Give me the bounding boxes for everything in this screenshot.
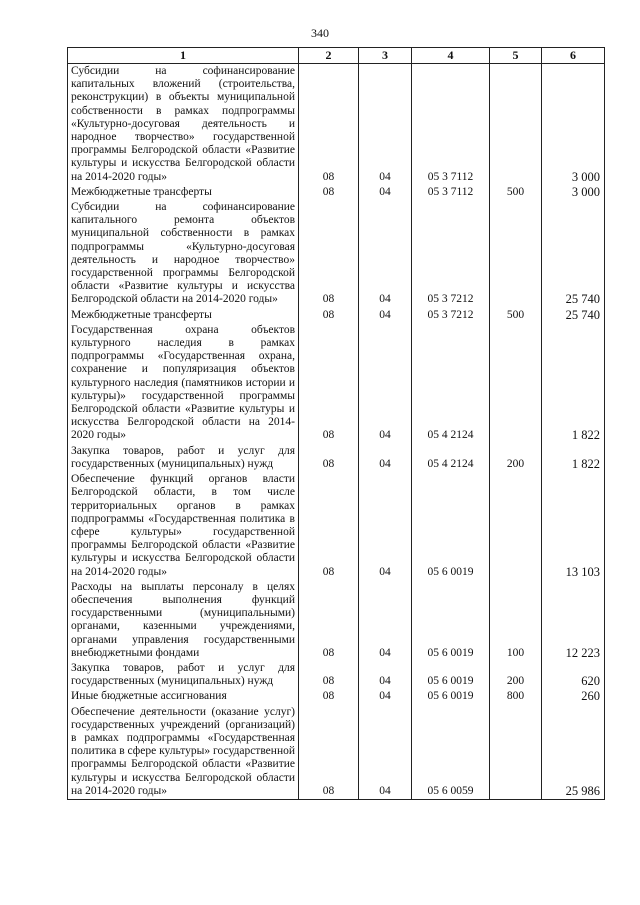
row-description: Субсидии на софинансирование капитальных вложений (строительства, реконструкции) в объекты муниципальной собственности в рамках подпрограммы «Культурно-досуговая деятельность и народное творчество» государственной программы Белгородской области «Развитие культуры и искусства Белгородской области на 2014-2020 годы» (68, 64, 299, 185)
amount: 12 223 (542, 580, 605, 661)
subsection-code: 04 (359, 185, 412, 200)
table-row (68, 472, 605, 580)
expense-type-code: 200 (490, 661, 542, 689)
section-code: 08 (299, 580, 359, 661)
budget-table (67, 47, 605, 800)
table-row (68, 308, 605, 323)
amount: 13 103 (542, 472, 605, 580)
target-article-code: 05 3 7212 (412, 308, 490, 323)
target-article-code: 05 4 2124 (412, 444, 490, 472)
section-code: 08 (299, 472, 359, 580)
amount: 620 (542, 661, 605, 689)
section-code: 08 (299, 308, 359, 323)
expense-type-code (490, 64, 542, 185)
subsection-code: 04 (359, 661, 412, 689)
target-article-code: 05 4 2124 (412, 323, 490, 444)
target-article-code: 05 3 7212 (412, 200, 490, 308)
section-code: 08 (299, 200, 359, 308)
amount: 25 986 (542, 705, 605, 800)
table-row (68, 64, 605, 185)
subsection-code: 04 (359, 705, 412, 800)
amount: 25 740 (542, 200, 605, 308)
row-description: Закупка товаров, работ и услуг для государственных (муниципальных) нужд (68, 444, 299, 472)
subsection-code: 04 (359, 580, 412, 661)
subsection-code: 04 (359, 323, 412, 444)
section-code: 08 (299, 323, 359, 444)
target-article-code: 05 3 7112 (412, 185, 490, 200)
column-header: 5 (490, 48, 542, 64)
expense-type-code: 200 (490, 444, 542, 472)
amount: 3 000 (542, 185, 605, 200)
table-row (68, 580, 605, 661)
table-row (68, 705, 605, 800)
amount: 1 822 (542, 444, 605, 472)
row-description: Межбюджетные трансферты (68, 308, 299, 323)
subsection-code: 04 (359, 64, 412, 185)
page-number: 340 (311, 26, 329, 40)
target-article-code: 05 6 0019 (412, 689, 490, 704)
target-article-code: 05 3 7112 (412, 64, 490, 185)
header-row (68, 48, 605, 64)
section-code: 08 (299, 661, 359, 689)
expense-type-code: 500 (490, 308, 542, 323)
target-article-code: 05 6 0059 (412, 705, 490, 800)
section-code: 08 (299, 185, 359, 200)
column-header: 1 (68, 48, 299, 64)
subsection-code: 04 (359, 689, 412, 704)
expense-type-code (490, 472, 542, 580)
expense-type-code: 100 (490, 580, 542, 661)
target-article-code: 05 6 0019 (412, 472, 490, 580)
section-code: 08 (299, 444, 359, 472)
column-header: 3 (359, 48, 412, 64)
subsection-code: 04 (359, 472, 412, 580)
row-description: Обеспечение функций органов власти Белгородской области, в том числе территориальных органов в рамках подпрограммы «Государственная политика в сфере культуры» государственной программы Белгородской области «Развитие культуры и искусства Белгородской области на 2014-2020 годы» (68, 472, 299, 580)
expense-type-code (490, 705, 542, 800)
subsection-code: 04 (359, 308, 412, 323)
table-row (68, 323, 605, 444)
row-description: Субсидии на софинансирование капитального ремонта объектов муниципальной собственности в рамках подпрограммы «Культурно-досуговая деятельность и народное творчество» государственной программы Белгородской области «Развитие культуры и искусства Белгородской области на 2014-2020 годы» (68, 200, 299, 308)
amount: 260 (542, 689, 605, 704)
column-header: 4 (412, 48, 490, 64)
table-row (68, 185, 605, 200)
expense-type-code: 500 (490, 185, 542, 200)
row-description: Иные бюджетные ассигнования (68, 689, 299, 704)
row-description: Обеспечение деятельности (оказание услуг) государственных учреждений (организаций) в рамках подпрограммы «Государственная политика в сфере культуры» государственной программы Белгородской области «Развитие культуры и искусства Белгородской области на 2014-2020 годы» (68, 705, 299, 800)
section-code: 08 (299, 705, 359, 800)
column-header: 2 (299, 48, 359, 64)
subsection-code: 04 (359, 200, 412, 308)
expense-type-code: 800 (490, 689, 542, 704)
amount: 3 000 (542, 64, 605, 185)
target-article-code: 05 6 0019 (412, 661, 490, 689)
column-header: 6 (542, 48, 605, 64)
table-row (68, 444, 605, 472)
section-code: 08 (299, 64, 359, 185)
row-description: Расходы на выплаты персоналу в целях обеспечения выполнения функций государственными (муниципальными) органами, казенными учреждениями, органами управления государственными внебюджетными фондами (68, 580, 299, 661)
row-description: Закупка товаров, работ и услуг для государственных (муниципальных) нужд (68, 661, 299, 689)
table-row (68, 661, 605, 689)
amount: 1 822 (542, 323, 605, 444)
expense-type-code (490, 200, 542, 308)
row-description: Межбюджетные трансферты (68, 185, 299, 200)
table-row (68, 689, 605, 704)
amount: 25 740 (542, 308, 605, 323)
table-row (68, 200, 605, 308)
section-code: 08 (299, 689, 359, 704)
subsection-code: 04 (359, 444, 412, 472)
expense-type-code (490, 323, 542, 444)
row-description: Государственная охрана объектов культурного наследия в рамках подпрограммы «Государственная охрана, сохранение и популяризация объектов культурного наследия (памятников истории и культуры)» государственной программы Белгородской области «Развитие культуры и искусства Белгородской области на 2014-2020 годы» (68, 323, 299, 444)
target-article-code: 05 6 0019 (412, 580, 490, 661)
